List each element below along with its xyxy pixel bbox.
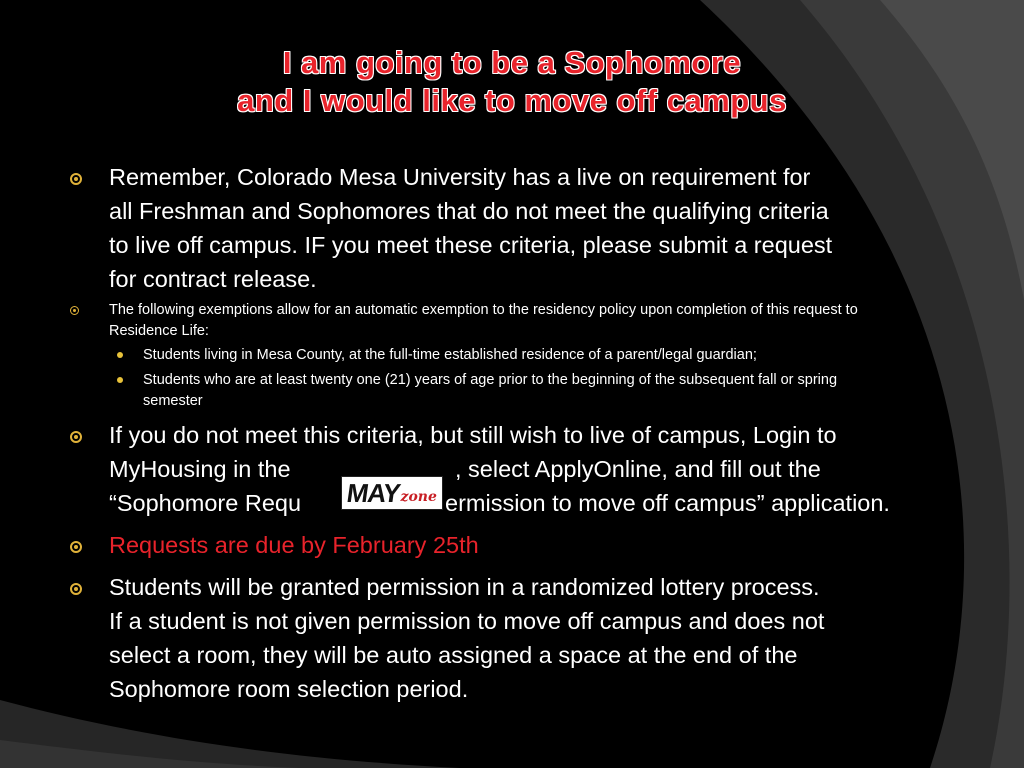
bullet-1-line-1: Remember, Colorado Mesa University has a live on requirement for (109, 164, 811, 190)
bullet-3-line-2b: , select ApplyOnline, and fill out the (455, 456, 821, 482)
bullet-2-line-1: The following exemptions allow for an automatic exemption to the residency policy upon completion of this request to (109, 302, 858, 318)
dot-bullet-icon (117, 352, 123, 358)
sub-bullet-2-line-1: Students who are at least twenty one (21) years of age prior to the beginning of the subsequent fall or spring (143, 372, 838, 388)
bullet-5-line-2: If a student is not given permission to move off campus and does not (109, 608, 825, 634)
logo-zone-text: zone (400, 489, 437, 505)
bullet-3-line-3a: “Sophomore Requ (109, 490, 302, 516)
bullet-1-line-2: all Freshman and Sophomores that do not meet the qualifying criteria (109, 198, 829, 224)
sub-bullet-1: Students living in Mesa County, at the full-time established residence of a parent/legal guardian; (143, 347, 757, 363)
circle-bullet-icon (70, 431, 82, 443)
bullet-3-line-3b: ermission to move off campus” application. (445, 490, 890, 516)
bullet-2-line-2: Residence Life: (109, 323, 209, 339)
title-line-1: I am going to be a Sophomore (282, 45, 742, 80)
mayzone-logo (341, 476, 443, 510)
dot-bullet-icon (117, 377, 123, 383)
bullet-1-line-4: for contract release. (109, 266, 317, 292)
bullet-3-line-1: If you do not meet this criteria, but still wish to live of campus, Login to (109, 422, 837, 448)
logo-may-text: MAY (345, 477, 402, 508)
bullet-1-line-3: to live off campus. IF you meet these criteria, please submit a request (109, 232, 833, 258)
bullet-5-line-3: select a room, they will be auto assigned a space at the end of the (109, 642, 798, 668)
sub-bullet-2-line-2: semester (143, 393, 203, 409)
bullet-5-line-4: Sophomore room selection period. (109, 676, 469, 702)
circle-bullet-icon (70, 583, 82, 595)
circle-bullet-icon (70, 306, 79, 315)
circle-bullet-icon (70, 173, 82, 185)
title-line-2: and I would like to move off campus (237, 83, 787, 118)
due-date-text: Requests are due by February 25th (109, 532, 479, 558)
bullet-5-line-1: Students will be granted permission in a randomized lottery process. (109, 574, 820, 600)
bullet-3-line-2a: MyHousing in the (109, 456, 291, 482)
circle-bullet-icon (70, 541, 82, 553)
